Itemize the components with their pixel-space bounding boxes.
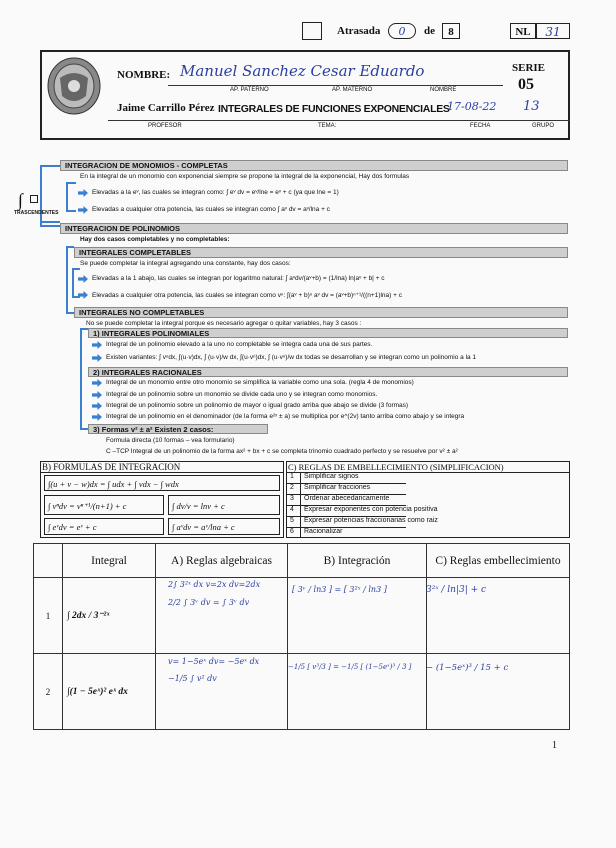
case-3-rule-a: Formula directa (10 formas – vea formulario): [106, 437, 235, 444]
row-integral: ∫ 2dx / 3⁻²ˣ: [63, 578, 156, 654]
date-value[interactable]: 17-08-22: [447, 100, 497, 113]
case-2-rule-a: Integral de un monomio entre otro monomio se simplifica la variable como una sola. (regla 4 de monomios): [106, 379, 414, 386]
nl-value: 31: [536, 23, 570, 39]
arrow-icon: [78, 189, 88, 197]
row1-algebraic-line1: 2∫ 3²ˣ dx v=2x dv=2dx: [168, 580, 261, 589]
rule-number: 6: [290, 528, 294, 535]
rule-number: 4: [290, 506, 294, 513]
arrow-icon: [92, 413, 102, 421]
col-header-beautify: C) Reglas embellecimiento: [427, 544, 570, 578]
page-number: 1: [552, 740, 557, 751]
university-seal-logo: [46, 56, 102, 116]
rule-number: 3: [290, 495, 294, 502]
profesor-label: PROFESOR: [148, 123, 182, 129]
arrow-icon: [92, 379, 102, 387]
polinomios-desc: Hay dos casos completables y no completables:: [80, 236, 230, 243]
monomios-title: INTEGRACION DE MONOMIOS - COMPLETAS: [60, 160, 568, 171]
completables-rule-2: Elevadas a cualquier otra potencia, las cuales se integran como vⁿ: ∫(aᵛ + b)ⁿ aᵛ dv = (aᵛ+b)ⁿ⁺¹/((n+1)lna) + c: [92, 292, 402, 299]
late-checkbox[interactable]: [302, 22, 322, 40]
arrow-icon: [92, 354, 102, 362]
case-1-rule-b: Existen variantes: ∫ vⁿdx, ∫(u·v)dx, ∫ (u·v)/w dx, ∫(u·vⁿ)dx, ∫ (u·vⁿ)/w dx todas se desarrollan y se integran como un polinomio a la 1: [106, 354, 477, 361]
serie-label: SERIE: [512, 62, 546, 74]
rule-number: 5: [290, 517, 294, 524]
fecha-label: FECHA: [470, 123, 491, 129]
work-table: [33, 543, 570, 730]
row2-integration: −1/5 [ v³/3 ] = −1/5 [ (1−5eˣ)³ / 3 ]: [288, 663, 412, 671]
rule-text: Simplificar fracciones: [304, 484, 371, 491]
no-completables-desc: No se puede completar la integral porque es necesario agregar o quitar variables, hay 3 casos :: [86, 320, 362, 327]
topic-title: INTEGRALES DE FUNCIONES EXPONENCIALES: [218, 103, 450, 115]
rule-text: Expresar potencias fraccionarias como raiz: [304, 517, 438, 524]
trascendentes-checkbox[interactable]: [30, 195, 38, 203]
completables-title: INTEGRALES COMPLETABLES: [74, 247, 568, 258]
case-2-rule-d: Integral de un polinomio en el denominador (de la forma e²ˣ ± a) se multiplica por e^(2v) tanto arriba como abajo y se integra: [106, 413, 465, 420]
case-1-rule-a: Integral de un polinomio elevado a la uno no completable se integra cada una de sus partes.: [106, 341, 373, 348]
late-count: 0: [388, 23, 416, 39]
mono-rule-2: Elevadas a cualquier otra potencia, las cuales se integran como ∫ aᵛ dv = aᵛ/lna + c: [92, 206, 330, 213]
formula-4: ∫ eᵛdv = eᵛ + c: [44, 518, 164, 535]
arrow-icon: [92, 391, 102, 399]
integral-checkbox-icon: ∫: [18, 190, 23, 210]
row1-integration: [ 3ᵛ / ln3 ] = [ 3²ˣ / ln3 ]: [292, 585, 387, 594]
row2-beautify: − (1−5eˣ)³ / 15 + c: [426, 663, 509, 673]
total-count: 8: [442, 23, 460, 39]
nombre-label: NOMBRE: [430, 87, 457, 93]
row-number: 1: [34, 578, 63, 654]
late-label: Atrasada: [337, 25, 381, 37]
col-header-algebraic: A) Reglas algebraicas: [156, 544, 288, 578]
arrow-icon: [78, 206, 88, 214]
trascendentes-label: TRASCENDENTES: [14, 210, 59, 216]
row1-algebraic-line2: 2/2 ∫ 3ᵛ dv = ∫ 3ᵛ dv: [168, 598, 250, 607]
grupo-label: GRUPO: [532, 123, 555, 129]
polinomios-title: INTEGRACION DE POLINOMIOS: [60, 223, 568, 234]
formulas-title: B) FORMULAS DE INTEGRACION: [42, 462, 181, 472]
paterno-label: AP. PATERNO: [230, 87, 269, 93]
col-header-integration: B) Integración: [288, 544, 427, 578]
rule-text: Expresar exponentes con potencia positiva: [304, 506, 438, 513]
formula-1: ∫(u + v − w)dx = ∫ udx + ∫ vdx − ∫ wdx: [44, 475, 280, 491]
main-bracket-lower: [40, 215, 60, 227]
case-3-title: 3) Formas v² ± a² Existen 2 casos:: [88, 424, 268, 434]
rule-text: Racionalizar: [304, 528, 343, 535]
case-3-rule-b: C –TCP Integral de un polinomio de la forma ax² + bx + c se completa trinomio cuadrado perfecto y se resuelve por v² ± a²: [106, 448, 458, 455]
case-2-title: 2) INTEGRALES RACIONALES: [88, 367, 568, 377]
student-name[interactable]: Manuel Sanchez Cesar Eduardo: [180, 62, 425, 80]
arrow-icon: [92, 402, 102, 410]
row-integral: ∫(1 − 5eˣ)² eˣ dx: [63, 654, 156, 730]
case-1-title: 1) INTEGRALES POLINOMIALES: [88, 328, 568, 338]
mono-rule-1: Elevadas a la eᵛ, las cuales se integran como: ∫ eᵛ dv = eᵛ/lne = eᵛ + c (ya que lne = 1): [92, 189, 339, 196]
nl-label: NL: [510, 23, 536, 39]
row1-beautify: 3²ˣ / ln|3| + c: [426, 585, 487, 595]
formula-5: ∫ aᵛdv = aᵛ/lna + c: [168, 518, 280, 535]
row2-algebraic-line1: v= 1−5eˣ dv= −5eˣ dx: [168, 657, 260, 666]
case-2-rule-c: Integral de un polinomio sobre un polinomio de mayor o igual grado arriba que abajo se divide (3 formas): [106, 402, 409, 409]
row2-algebraic-line2: −1/5 ∫ v² dv: [168, 674, 217, 683]
completables-rule-1: Elevadas a la 1 abajo, las cuales se integran por logaritmo natural: ∫ aᵛdv/(aᵛ+b) = (1/lna) ln|aᵛ + b| + c: [92, 275, 385, 282]
tema-label: TEMA:: [318, 123, 337, 129]
formula-2: ∫ vⁿdv = vⁿ⁺¹/(n+1) + c: [44, 495, 164, 515]
teacher-name: Jaime Carrillo Pérez: [117, 102, 215, 114]
completables-desc: Se puede completar la integral agregando una constante, hay dos casos:: [80, 260, 291, 267]
materno-label: AP. MATERNO: [332, 87, 373, 93]
rule-text: Ordenar abecedaricamente: [304, 495, 390, 502]
rule-text: Simplificar signos: [304, 473, 359, 480]
rule-number: 1: [290, 473, 294, 480]
row-number: 2: [34, 654, 63, 730]
monomios-desc: En la integral de un monomio con exponencial siempre se propone la integral de la exponencial, Hay dos formulas: [80, 173, 410, 180]
formula-3: ∫ dv/v = lnv + c: [168, 495, 280, 515]
col-header-integral: Integral: [63, 544, 156, 578]
arrow-icon: [92, 341, 102, 349]
serie-value: 05: [518, 76, 534, 93]
rule-number: 2: [290, 484, 294, 491]
no-completables-title: INTEGRALES NO COMPLETABLES: [74, 307, 568, 318]
case-2-rule-b: Integral de un polinomio sobre un monomio se divide cada uno y se integran como monomios.: [106, 391, 378, 398]
group-value[interactable]: 13: [523, 99, 540, 114]
rules-title: C) REGLAS DE EMBELLECIMIENTO (SIMPLIFICACION): [288, 462, 504, 472]
of-label: de: [424, 25, 435, 37]
name-label: NOMBRE:: [117, 69, 171, 81]
